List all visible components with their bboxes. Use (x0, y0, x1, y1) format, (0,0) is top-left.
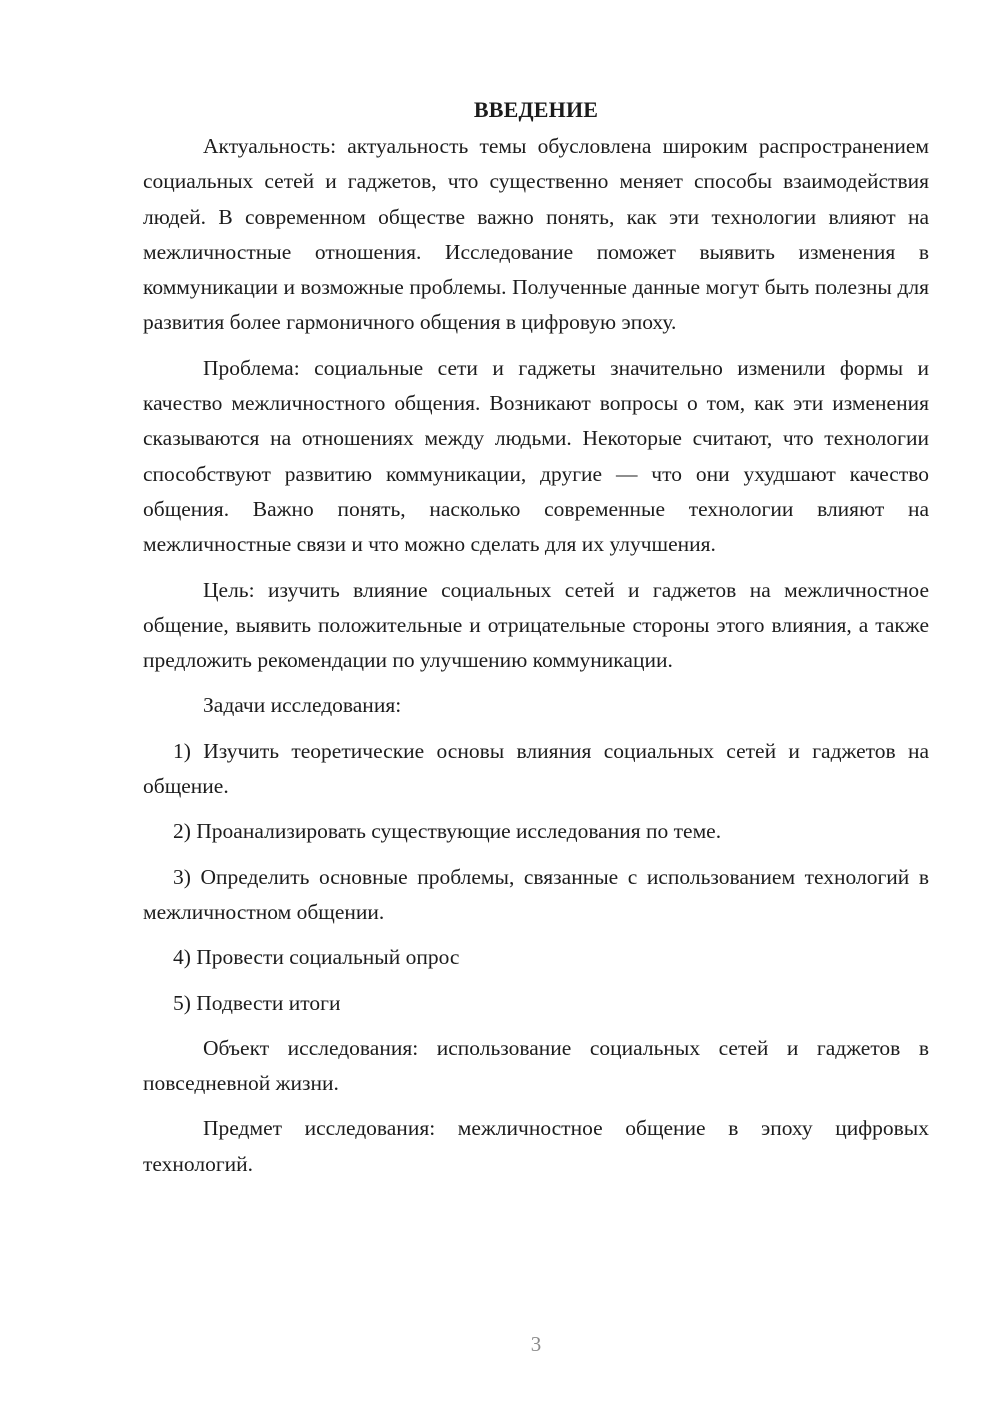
relevance-paragraph: Актуальность: актуальность темы обусловлена широким распространением социальных сетей и гаджетов, что существенно меняет способы взаимодействия людей. В современном обществе важно понять, как эти технологии влияют на межличностные отношения. Исследование поможет выявить изменения в коммуникации и возможные проблемы. Полученные данные могут быть полезны для развития более гармоничного общения в цифровую эпоху. (143, 134, 929, 335)
task-item-2: 2) Проанализировать существующие исследования по теме. (173, 819, 722, 844)
page-number: 3 (530, 1332, 542, 1356)
task-item-3: 3) Определить основные проблемы, связанные с использованием технологий в межличностном общении. (143, 864, 929, 924)
page-content (143, 92, 929, 1192)
task-item-4: 4) Провести социальный опрос (173, 945, 460, 970)
tasks-heading: Задачи исследования: (203, 693, 402, 718)
problem-paragraph: Проблема: социальные сети и гаджеты значительно изменили формы и качество межличностного общения. Возникают вопросы о том, как эти изменения сказываются на отношениях между людьми. Некоторые считают, что технологии способствуют развитию коммуникации, другие — что они ухудшают качество общения. Важно понять, насколько современные технологии влияют на межличностные связи и что можно сделать для их улучшения. (143, 355, 929, 557)
object-paragraph: Объект исследования: использование социальных сетей и гаджетов в повседневной жизни. (143, 1035, 929, 1096)
section-title: ВВЕДЕНИЕ (473, 97, 599, 122)
goal-paragraph: Цель: изучить влияние социальных сетей и гаджетов на межличностное общение, выявить положительные и отрицательные стороны этого влияния, а также предложить рекомендации по улучшению коммуникации. (143, 577, 929, 673)
task-item-1: 1) Изучить теоретические основы влияния социальных сетей и гаджетов на общение. (143, 738, 929, 799)
task-item-5: 5) Подвести итоги (173, 990, 341, 1015)
subject-paragraph: Предмет исследования: межличностное общение в эпоху цифровых технологий. (143, 1116, 929, 1176)
